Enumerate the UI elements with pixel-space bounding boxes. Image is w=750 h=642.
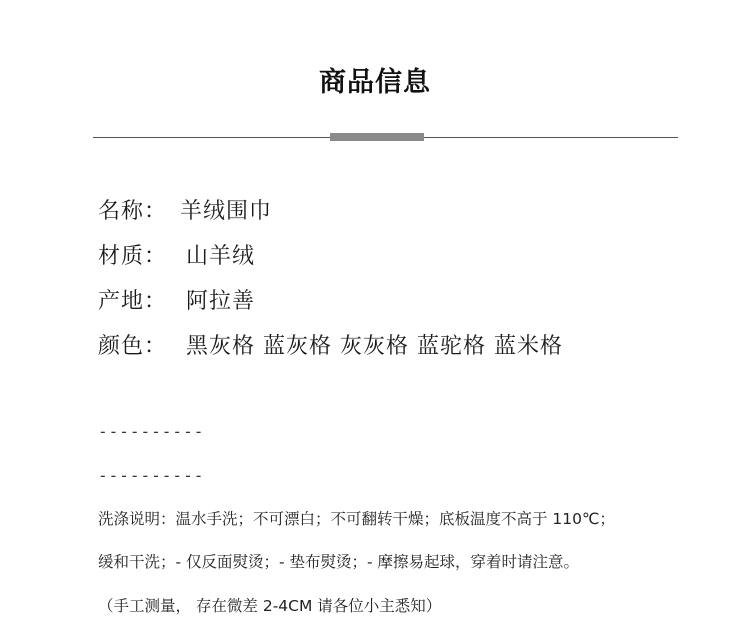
care-instructions-line-2: 缓和干洗；- 仅反面熨烫；- 垫布熨烫；- 摩擦易起球，穿着时请注意。 [98, 553, 580, 571]
measurement-note: （手工测量， 存在微差 2-4CM 请各位小主悉知） [98, 597, 442, 615]
separator-2: ---------- [98, 466, 205, 485]
field-material [98, 242, 255, 272]
field-name [98, 197, 272, 227]
field-material-value: 山羊绒 [186, 244, 256, 269]
separator-1: ---------- [98, 422, 205, 441]
page-title: 商品信息 [319, 67, 431, 98]
field-origin-label: 产地： [98, 289, 168, 314]
field-name-value: 羊绒围巾 [180, 199, 273, 224]
field-color-value: 黑灰格 蓝灰格 灰灰格 蓝驼格 蓝米格 [186, 334, 563, 359]
field-color [98, 332, 563, 362]
field-origin-value: 阿拉善 [186, 289, 256, 314]
field-origin [98, 287, 255, 317]
field-color-label: 颜色： [98, 334, 168, 359]
title-divider-accent [330, 133, 424, 141]
field-name-label: 名称： [98, 199, 168, 224]
care-instructions-line-1: 洗涤说明：温水手洗；不可漂白；不可翻转干燥；底板温度不高于 110℃； [98, 510, 615, 528]
field-material-label: 材质： [98, 244, 168, 269]
